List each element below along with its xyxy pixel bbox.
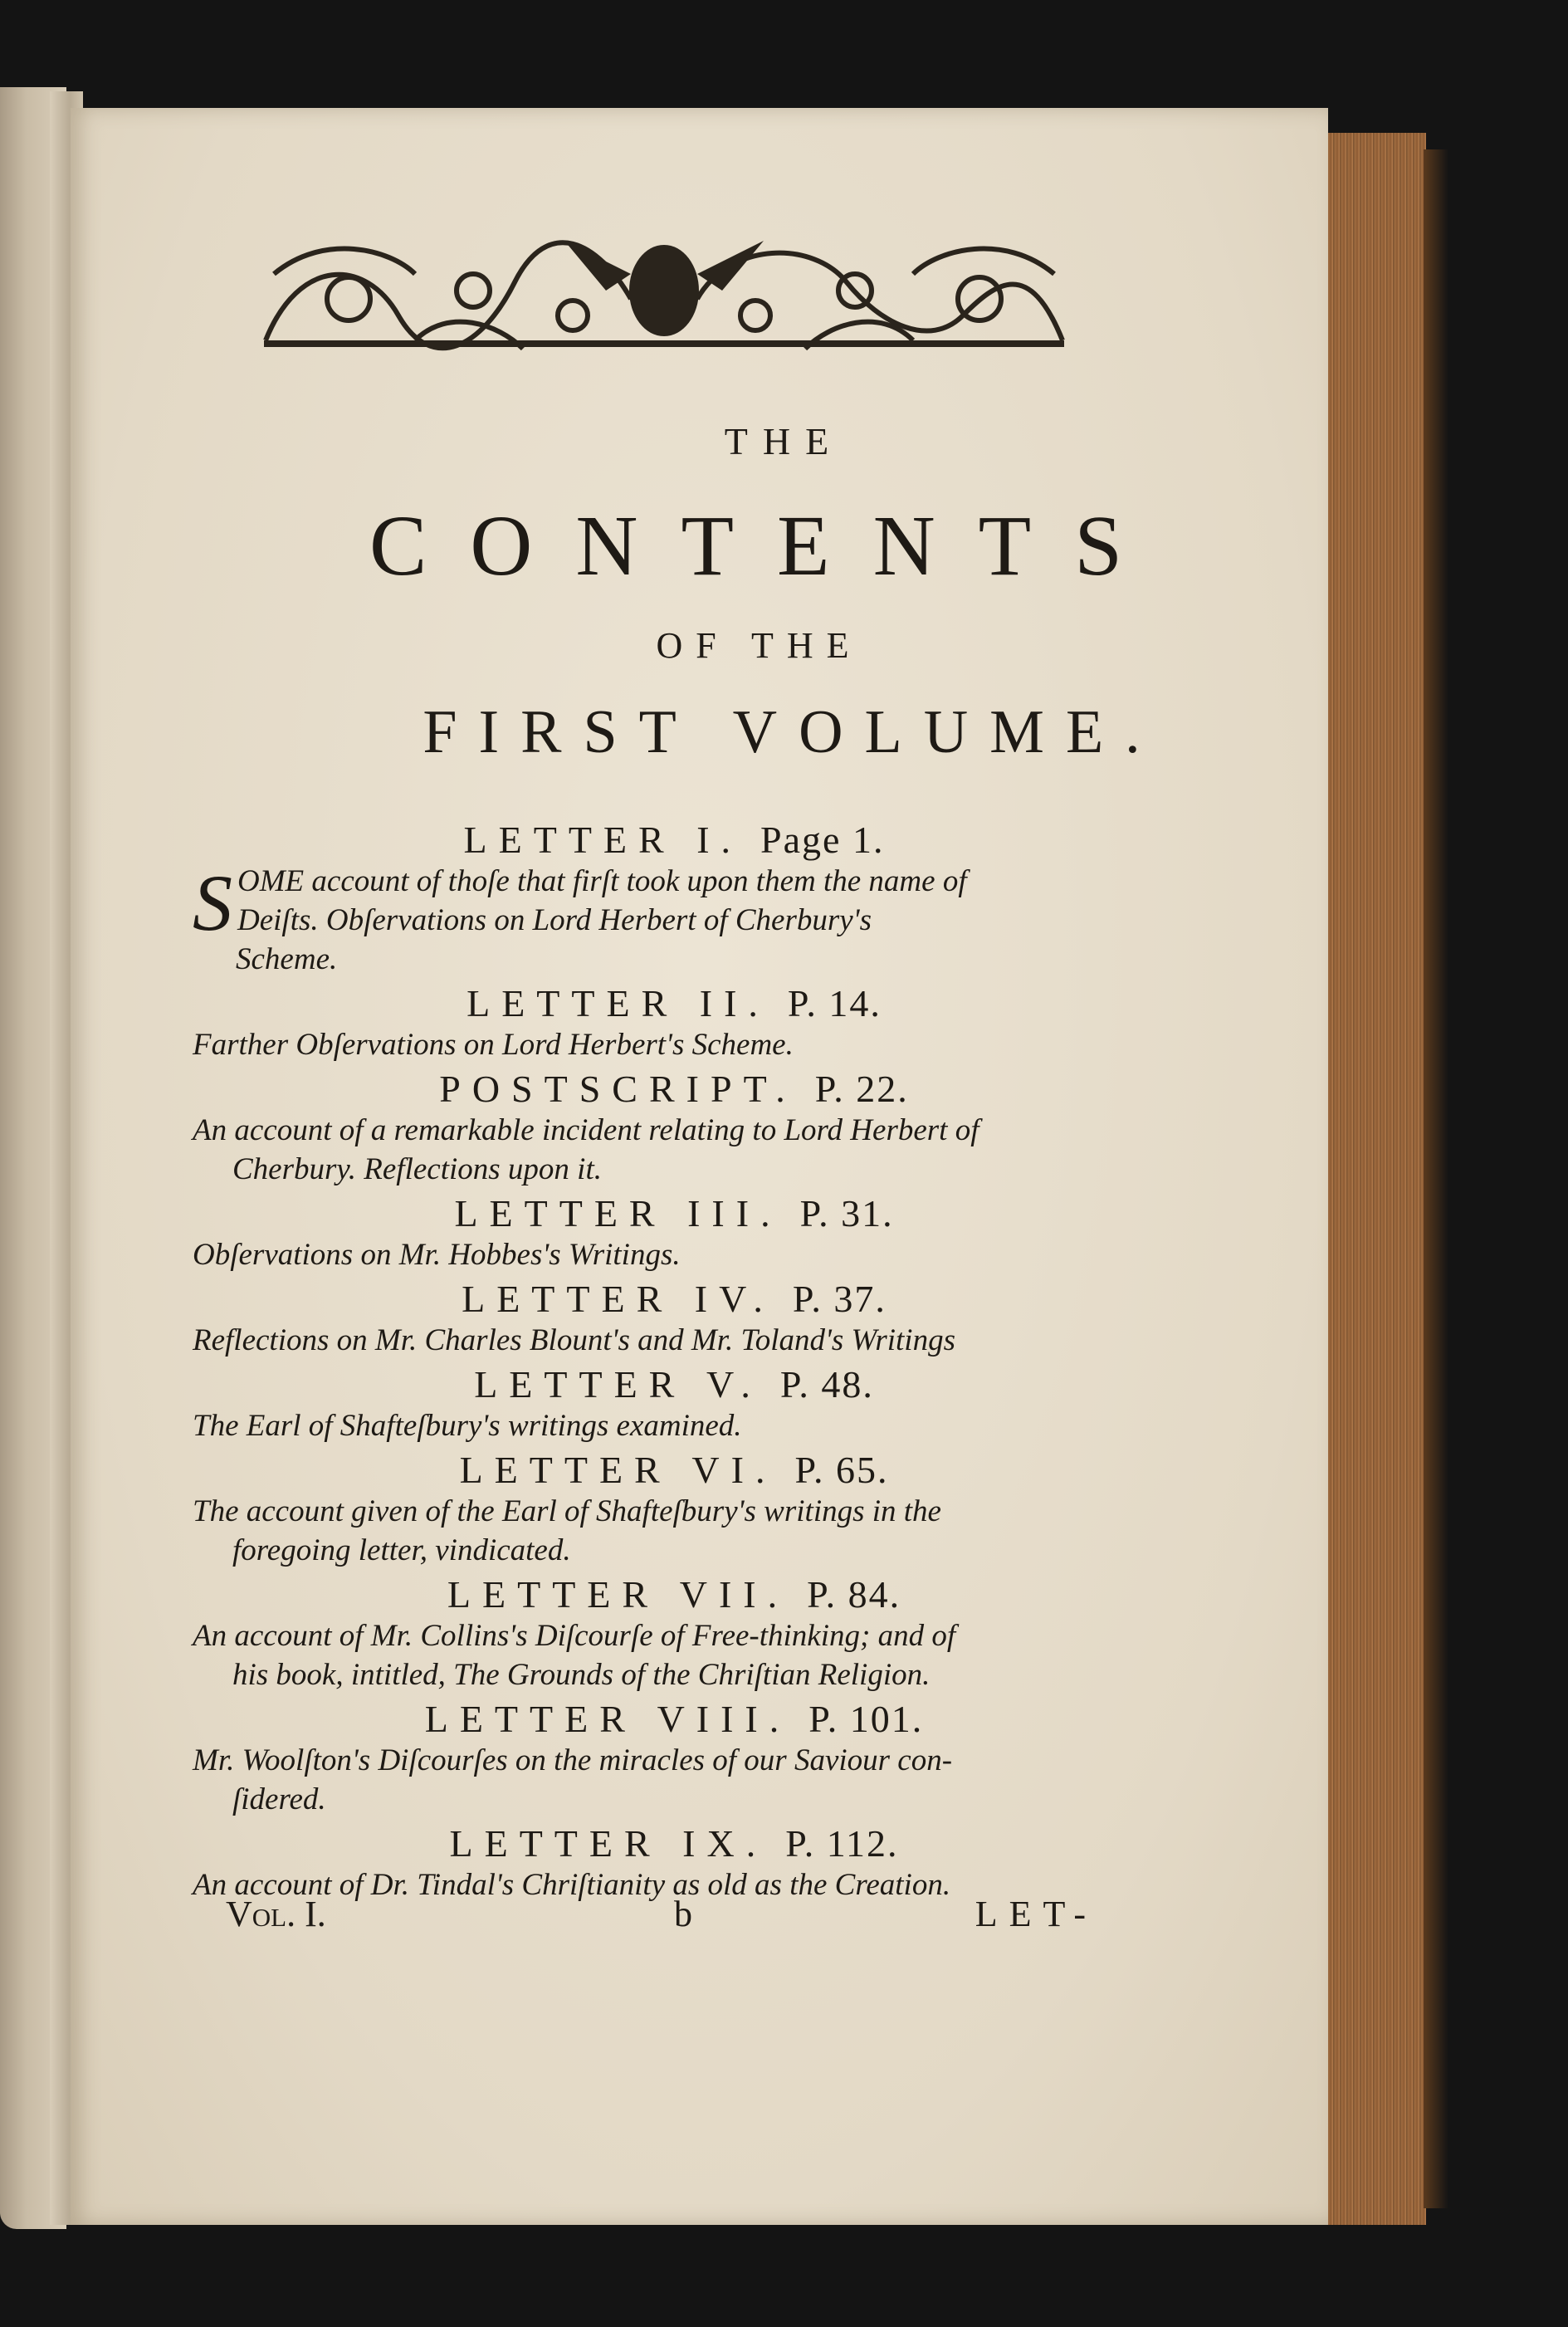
description-line: ſidered. [232,1782,326,1816]
description-line: OME account of thoſe that firſt took upon them the name of [237,864,967,898]
entry-title: LETTER II. [466,982,769,1024]
entry-title: LETTER III. [454,1192,782,1234]
description-line: Scheme. [236,942,338,976]
entry-description [193,1865,1106,1904]
headpiece-ornament [249,224,1079,357]
entry-heading [193,1192,1106,1235]
entry-page-number: P. 48. [779,1363,874,1405]
entry-description [193,1321,1106,1360]
catchword: LET- [975,1894,1097,1934]
title-contents: CONTENTS [369,498,1166,594]
description-line: The account given of the Earl of Shafteſbury's writings in the [193,1494,941,1528]
entry-title: LETTER IV. [462,1278,774,1320]
entry-heading [193,1278,1106,1321]
entry-title: LETTER IX. [449,1822,768,1865]
entry-description [193,1111,1106,1189]
entry-title: LETTER VI. [459,1449,777,1491]
description-line: The Earl of Shafteſbury's writings examined. [193,1409,742,1443]
description-line: An account of Mr. Collins's Diſcourſe of Free-thinking; and of [193,1619,956,1653]
entry-description [193,1492,1106,1570]
entry-description [193,1616,1106,1694]
description-line: Farther Obſervations on Lord Herbert's Scheme. [193,1028,794,1062]
description-line: An account of Dr. Tindal's Chriſtianity as old as the Creation. [193,1868,951,1902]
entry-heading [193,1698,1106,1741]
entry-heading [193,819,1106,862]
title-first-volume: FIRST VOLUME. [423,698,1162,766]
entry-title: LETTER VIII. [424,1698,791,1740]
entry-page-number: P. 65. [794,1449,889,1491]
entry-page-number: P. 112. [785,1822,899,1865]
volume-mark: Vol. I. [226,1894,326,1934]
description-line: An account of a remarkable incident relating to Lord Herbert of [193,1113,979,1147]
signature-mark: b [674,1894,692,1934]
entry-title: LETTER I. [463,819,743,861]
entry-heading [193,1068,1106,1111]
entry-description [193,1741,1106,1819]
entry-heading [193,1449,1106,1492]
entry-description [193,1025,1106,1064]
description-line: Cherbury. Reflections upon it. [232,1152,602,1186]
entry-description [193,858,1106,979]
description-line: his book, intitled, The Grounds of the Chriſtian Religion. [232,1658,931,1692]
title-the: THE [724,420,844,462]
entry-title: LETTER V. [474,1363,762,1405]
title-of-the: OF THE [656,625,862,666]
description-line: Reflections on Mr. Charles Blount's and Mr. Toland's Writings [193,1323,955,1357]
entry-page-number: P. 14. [787,982,882,1024]
entry-page-number: Page 1. [760,819,885,861]
contents-list [193,815,1106,1904]
entry-heading [193,1822,1106,1865]
entry-page-number: P. 22. [814,1068,909,1110]
entry-page-number: P. 37. [792,1278,887,1320]
drop-cap: S [193,858,232,947]
description-line: Obſervations on Mr. Hobbes's Writings. [193,1238,681,1272]
entry-description [193,1235,1106,1274]
description-line: Mr. Woolſton's Diſcourſes on the miracles of our Saviour con- [193,1743,953,1777]
entry-heading [193,1363,1106,1406]
description-line: Deiſts. Obſervations on Lord Herbert of Cherbury's [237,903,872,937]
entry-heading [193,1573,1106,1616]
entry-description [193,1406,1106,1445]
entry-title: LETTER VII. [447,1573,789,1616]
entry-title: POSTSCRIPT. [439,1068,797,1110]
entry-heading [193,982,1106,1025]
entry-page-number: P. 101. [808,1698,924,1740]
description-line: foregoing letter, vindicated. [232,1533,571,1567]
entry-page-number: P. 84. [807,1573,901,1616]
entry-page-number: P. 31. [799,1192,894,1234]
